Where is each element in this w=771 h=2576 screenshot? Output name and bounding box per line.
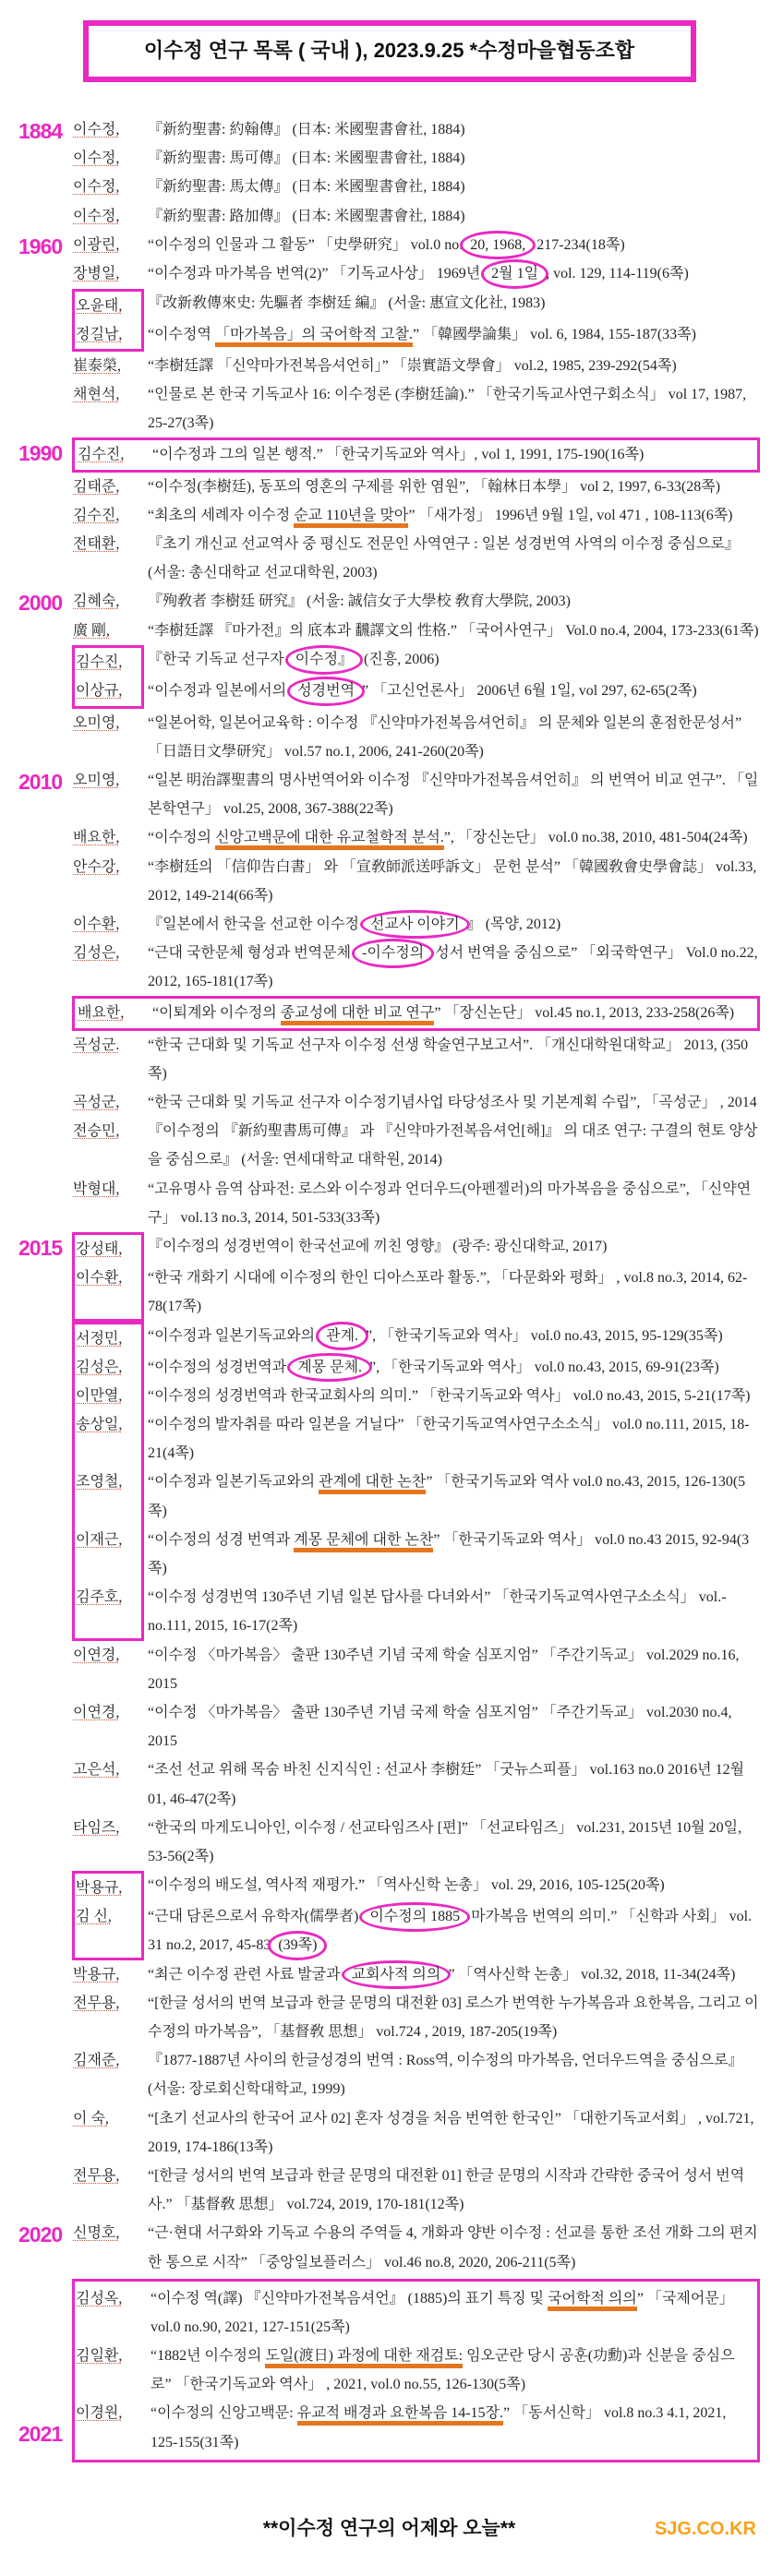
entry-author: 신명호, [73, 2225, 120, 2242]
bibliography-entry [18, 709, 760, 766]
year-spacer [18, 1322, 72, 1353]
magenta-circle-highlight: (39쪽) [268, 1931, 327, 1960]
entry-author: 타임즈, [73, 1819, 120, 1836]
entry-author: 김수진, [73, 507, 120, 523]
year-spacer [18, 1410, 72, 1468]
year-spacer [18, 1264, 72, 1321]
page [18, 20, 760, 2548]
entry-author: 이 숙, [73, 2110, 109, 2127]
entry-author: 이상규, [72, 677, 144, 708]
entry-text: “1882년 이수정의 도일(渡日) 과정에 대한 재검토: 임오군란 당시 공훈(功勳)과 신분을 중심으로” 「한국기독교와 역사」 , 2021, vol.0 no.55, 126-130(5쪽) [151, 2348, 735, 2393]
bibliography-entry [18, 1641, 760, 1698]
entry-text: “최초의 세례자 이수정 순교 110년을 맞아” 「새가정」 1996년 9월 1일, vol 471 , 108-113(6쪽) [144, 501, 760, 530]
entry-author: 이재근, [72, 1526, 144, 1583]
entry-author: 채현석, [73, 387, 120, 403]
entry-text: “[한글 성서의 번역 보급과 한글 문명의 대전환 03] 로스가 번역한 누가복음과 요한복음, 그리고 이수정의 마가복음”, 「基督敎 思想」 vol.724 , 2019, 187-205(19쪽) [148, 1995, 759, 2040]
document-title-text: 이수정 연구 목록 ( 국내 ), 2023.9.25 *수정마을협동조합 [143, 39, 635, 62]
year-spacer [18, 1526, 72, 1583]
year-spacer [18, 380, 72, 437]
entry-author: 이경원, [76, 2405, 123, 2422]
bibliography-entry [75, 2399, 753, 2456]
bibliography-entry [18, 1814, 760, 1871]
bibliography-entry [75, 2342, 753, 2399]
year-spacer [18, 1814, 72, 1871]
magenta-circle-highlight: 20, 1968, [460, 231, 536, 260]
entry-author: 이연경, [73, 1647, 120, 1663]
bibliography-entry [18, 645, 760, 677]
year-spacer [18, 645, 72, 677]
entry-text: “李樹廷譯 「신약마가전복음셔언히」” 「崇實語文學會」 vol.2, 1985, 239-292(54쪽) [148, 357, 677, 374]
bibliography-entry [18, 1902, 760, 1959]
year-spacer [18, 173, 72, 201]
entry-author: 오미영, [73, 714, 120, 731]
bibliography-entry [18, 352, 760, 380]
magenta-circle-highlight: 계몽 문체. [287, 1353, 372, 1383]
entry-author: 廣 剛, [73, 623, 111, 639]
document-title [83, 20, 696, 82]
entry-text: 『한국 기독교 선구자 이수정』 (진흥, 2006) [144, 645, 760, 677]
entry-author: 박용규, [73, 1966, 120, 1983]
bibliography-entry [18, 823, 760, 852]
magenta-circle-highlight: 선교사 이야기 [360, 910, 470, 940]
year-spacer [18, 473, 72, 501]
entry-author: 안수강, [73, 858, 120, 875]
entry-text: “인물로 본 한국 기독교사 16: 이수정론 (李樹廷論).” 「한국기독교사연구회소식」 vol 17, 1987, 25-27(3쪽) [148, 387, 747, 432]
year-label: 2015 [18, 1235, 63, 1260]
entry-text: “이수정 성경번역 130주년 기념 일본 답사를 다녀와서” 「한국기독교역사연구소소식」 vol.- no.111, 2015, 16-17(2쪽) [148, 1589, 727, 1635]
entry-author: 장병일, [73, 266, 120, 282]
bibliography-entry [18, 617, 760, 645]
bibliography-entry [18, 144, 760, 173]
year-spacer [18, 1031, 72, 1088]
bibliography-entry [18, 1410, 760, 1468]
bibliography-entry [18, 380, 760, 437]
entry-author: 이수환, [72, 1264, 144, 1321]
bibliography-entry [18, 1583, 760, 1640]
entry-text: “한국의 마게도니아인, 이수정 / 선교타임즈사 [편]” 「선교타임즈」 vol.231, 2015년 10월 20일, 53-56(2쪽) [148, 1819, 742, 1864]
year-spacer [18, 1641, 72, 1698]
bibliography-entry [18, 1117, 760, 1174]
entry-author: 박형대, [73, 1180, 120, 1197]
entry-author: 이수정, [73, 150, 120, 167]
year-spacer [18, 1698, 72, 1755]
entry-author: 김수진, [78, 447, 125, 463]
entry-text: “한국 근대화 및 기독교 선구자 이수정기념사업 타당성조사 및 기본계획 수립”, 「곡성군」 , 2014 [148, 1095, 757, 1110]
bibliography-entry [18, 1264, 760, 1321]
bibliography-entry [18, 501, 760, 530]
bibliography-entry [18, 115, 760, 145]
year-spacer [18, 1960, 72, 1989]
bibliography-entry [18, 766, 760, 823]
bibliography-entry [18, 939, 760, 996]
bibliography-entry [18, 587, 760, 617]
entry-list [18, 115, 760, 2462]
entry-author: 전무용, [73, 1995, 120, 2011]
entry-text: 『新約聖書: 馬太傳』 (日本: 米國聖書會社, 1884) [148, 179, 465, 196]
entry-text: “이수정역 「마가복음」의 국어학적 고찰.” 「韓國學論集」 vol. 6, 1984, 155-187(33쪽) [144, 320, 760, 352]
bibliography-entry [18, 1353, 760, 1382]
bibliography-entry [18, 1088, 760, 1117]
entry-text: 『新約聖書: 約翰傳』 (日本: 米國聖書會社, 1884) [148, 121, 465, 138]
orange-underline-highlight: 관계에 대한 논찬 [319, 1474, 426, 1494]
entry-text: “이수정의 신앙고백문: 유교적 배경과 요한복음 14-15장.” 「동서신학」 vol.8 no.3 4.1, 2021, 125-155(31쪽) [151, 2405, 727, 2450]
bibliography-entry [18, 1175, 760, 1232]
entry-author: 김수진, [72, 645, 144, 677]
year-spacer [18, 823, 72, 852]
bibliography-entry [18, 1382, 760, 1410]
year-label: 2021 [18, 2422, 63, 2447]
entry-text: “이수정의 발자취를 따라 일본을 거닐다” 「한국기독교역사연구소소식」 vol.0 no.111, 2015, 18-21(4쪽) [148, 1417, 750, 1462]
entry-text: “李樹廷譯 『마가전』의 底本과 飜譯文의 性格.” 「국어사연구」 Vol.0 no.4, 2004, 173-233(61쪽) [148, 623, 759, 639]
bibliography-entry [18, 1755, 760, 1813]
year-label: 1960 [18, 234, 63, 258]
bibliography-entry [18, 1960, 760, 1989]
year-spacer [18, 1468, 72, 1525]
site-link[interactable]: SJG.CO.KR [654, 2518, 756, 2539]
entry-text: “근대 담론으로서 유학자(儒學者) 이수정의 1885 마가복음 번역의 의미.” 「신학과 사회」 vol. 31 no.2, 2017, 45-83 (39쪽) [144, 1902, 760, 1959]
bibliography-entry [18, 2162, 760, 2219]
bibliography-entry [18, 289, 760, 320]
year-spacer [18, 939, 72, 996]
entry-text: 『일본에서 한국을 선교한 이수정 선교사 이야기 』 (목양, 2012) [144, 910, 760, 939]
entry-text: “근대 국한문체 형성과 번역문체 -이수정의 성서 번역을 중심으로” 「외국학연구」 Vol.0 no.22, 2012, 165-181(17쪽) [144, 939, 760, 996]
year-spacer [18, 501, 72, 530]
year-spacer [18, 289, 72, 320]
entry-author: 박용규, [72, 1871, 144, 1902]
year-spacer [18, 1088, 72, 1117]
bibliography-entry [75, 2284, 753, 2342]
entry-text: “최근 이수정 관련 사료 발굴과 교회사적 의의 ” 「역사신학 논총」 vol.32, 2018, 11-34(24쪽) [144, 1960, 760, 1989]
entry-author: 곡성군, [73, 1095, 120, 1110]
entry-text: “조선 선교 위해 목숨 바친 신지식인 : 선교사 李樹廷” 「굿뉴스피플」 vol.163 no.0 2016년 12월 01, 46-47(2쪽) [148, 1762, 745, 1807]
entry-text: “이수정 역(譯) 『신약마가전복음셔언』 (1885)의 표기 특징 및 국어학적 의의” 「국제어문」 vol.0 no.90, 2021, 127-151(25쪽) [151, 2290, 734, 2335]
entry-author: 배요한, [78, 1005, 125, 1022]
entry-text: 『이수정의 성경번역이 한국선교에 끼친 영향』 (광주: 광신대학교, 2017) [148, 1238, 608, 1254]
entry-author: 전무용, [73, 2167, 120, 2184]
bibliography-entry [18, 1526, 760, 1583]
year-spacer [18, 1902, 72, 1959]
bibliography-entry [18, 202, 760, 231]
entry-author: 강성태, [72, 1232, 144, 1264]
year-label: 1990 [18, 441, 63, 466]
entry-author: 곡성군. [73, 1036, 120, 1053]
bibliography-entry [18, 320, 760, 352]
magenta-circle-highlight: 관계. [316, 1322, 368, 1351]
entry-author: 김혜숙, [73, 593, 120, 610]
year-spacer [18, 910, 72, 939]
entry-text: “이수정 〈마가복음〉 출판 130주년 기념 국제 학술 심포지엄” 「주간기독교」 vol.2030 no.4, 2015 [148, 1704, 732, 1750]
entry-text: “[한글 성서의 번역 보급과 한글 문명의 대전환 01] 한글 문명의 시작과 간략한 중국어 성서 번역사.” 「基督敎 思想」 vol.724, 2019, 170-181(12쪽) [148, 2167, 745, 2213]
entry-text: 『殉敎者 李樹廷 研究』 (서울: 誠信女子大學校 敎育大學院, 2003) [148, 593, 572, 610]
entry-text: “이수정(李樹廷), 동포의 영혼의 구제를 위한 염원”, 「翰林日本學」 vol 2, 1997, 6-33(28쪽) [148, 478, 721, 495]
bibliography-entry [18, 1698, 760, 1755]
entry-text: “근·현대 서구화와 기독교 수용의 주역들 4, 개화과 양반 이수정 : 선교를 통한 조선 개화 그의 편지 한 통으로 시작” 「중앙일보플러스」 vol.46 no.8, 2020, 206-211(5쪽) [148, 2225, 758, 2270]
entry-author: 전태환, [73, 536, 120, 553]
entry-author: 이수환, [73, 916, 120, 932]
bibliography-entry [18, 2046, 760, 2103]
highlight-group-box [18, 2279, 760, 2462]
year-spacer [18, 202, 72, 231]
magenta-circle-highlight: 2월 1일 [481, 259, 548, 289]
footer-caption: **이수정 연구의 어제와 오늘** [262, 2517, 516, 2539]
magenta-circle-highlight: 이수정』 [285, 645, 363, 675]
entry-author: 이수정, [73, 208, 120, 224]
entry-text: “이수정의 신앙고백문에 대한 유교철학적 분석.”, 「장신논단」 vol.0 no.38, 2010, 481-504(24쪽) [144, 823, 760, 852]
bibliography-entry [18, 259, 760, 288]
magenta-circle-highlight: 교회사적 의의 [342, 1960, 452, 1990]
orange-underline-highlight: 종교성에 대한 비교 연구 [281, 1005, 435, 1025]
entry-text: “고유명사 음역 삼파전: 로스와 이수정과 언더우드(아펜젤러)의 마가복음을 중심으로”, 「신약연구」 vol.13 no.3, 2014, 501-533(33쪽) [148, 1180, 752, 1226]
entry-author: 송상일, [72, 1410, 144, 1468]
entry-author: 김태준, [73, 478, 120, 495]
entry-author: 김성옥, [76, 2290, 123, 2306]
entry-author: 이만열, [72, 1382, 144, 1410]
bibliography-entry [18, 996, 760, 1030]
year-spacer [18, 996, 72, 1030]
entry-author: 정길남, [72, 320, 144, 352]
year-spacer [18, 2046, 72, 2103]
year-spacer [18, 617, 72, 645]
year-spacer [18, 1871, 72, 1902]
entry-text: “이수정의 성경 번역과 계몽 문체에 대한 논찬” 「한국기독교와 역사」 vol.0 no.43 2015, 92-94(3쪽) [148, 1531, 750, 1576]
entry-author: 이수정, [73, 179, 120, 196]
bibliography-entry [18, 910, 760, 939]
entry-text: 『新約聖書: 路加傳』 (日本: 米國聖書會社, 1884) [148, 208, 465, 224]
entry-author: 오윤태, [72, 289, 144, 320]
orange-underline-highlight: 계몽 문체에 대한 논찬 [294, 1532, 433, 1552]
orange-underline-highlight: 「마가복음」의 국어학적 고찰. [215, 327, 413, 347]
entry-author: 崔泰榮, [73, 357, 122, 374]
entry-author: 김성은, [73, 945, 120, 962]
bibliography-entry [18, 1468, 760, 1525]
entry-text: “이수정과 일본기독교와의 관계. ”, 「한국기독교와 역사」 vol.0 no.43, 2015, 95-129(35쪽) [144, 1322, 760, 1353]
entry-text: 『1877-1887년 사이의 한글성경의 번역 : Ross역, 이수정의 마가복음, 언더우드역을 중심으로』 (서울: 장로회신학대학교, 1999) [148, 2053, 743, 2098]
orange-underline-highlight: 국어학적 의의 [548, 2291, 637, 2311]
entry-author: 조영철, [72, 1468, 144, 1525]
year-spacer [18, 1382, 72, 1410]
orange-underline-highlight: 순교 110년을 맞아 [294, 508, 408, 528]
entry-text: “한국 근대화 및 기독교 선구자 이수정 선생 학술연구보고서”. 「개신대학원대학교」 2013, (350쪽) [148, 1036, 749, 1082]
entry-text: 『이수정의 『新約聖書馬可傳』 과 『신약마가전복음셔언[해]』 의 대조 연구: 구결의 현토 양상을 중심으로』 (서울: 연세대학교 대학원, 2014) [148, 1123, 758, 1168]
magenta-circle-highlight: 성경번역 [287, 677, 365, 706]
entry-author: 김 신, [72, 1902, 144, 1959]
entry-text: “이수정의 성경번역과 계몽 문체. ”, 「한국기독교와 역사」 vol.0 no.43, 2015, 69-91(23쪽) [144, 1353, 760, 1382]
entry-author: 김성은, [72, 1353, 144, 1382]
entry-text: “한국 개화기 시대에 이수정의 한인 디아스포라 활동.”, 「다문화와 평화」 , vol.8 no.3, 2014, 62-78(17쪽) [148, 1270, 748, 1315]
entry-text: “이수정과 일본기독교와의 관계에 대한 논찬” 「한국기독교와 역사 vol.0 no.43, 2015, 126-130(5쪽) [148, 1474, 746, 1519]
entry-text: “이수정의 인물과 그 활동” 「史學研究」 vol.0 no. 20, 1968, 217-234(18쪽) [144, 231, 760, 260]
year-spacer [18, 2162, 72, 2219]
footer [18, 2510, 760, 2548]
entry-author: 고은석, [73, 1762, 120, 1779]
entry-author: 오미영, [73, 772, 120, 788]
entry-text: “[초기 선교사의 한국어 교사 02] 혼자 성경을 처음 번역한 한국인” 「대한기독교서회」 , vol.721, 2019, 174-186(13쪽) [148, 2110, 754, 2155]
entry-text: “이수정과 그의 일본 행적.” 「한국기독교와 역사」, vol 1, 1991, 175-190(16쪽) [152, 447, 645, 463]
bibliography-entry [18, 437, 760, 472]
magenta-circle-highlight: -이수정의 [352, 939, 434, 968]
entry-text: “일본어학, 일본어교육학 : 이수정 『신약마가전복음셔언히』 의 문체와 일본의 훈점한문성서” 「日語日文學研究」 vol.57 no.1, 2006, 241-260(20쪽) [148, 714, 742, 760]
entry-text: “李樹廷의 「信仰告白書」 와 「宣敎師派送呼訴文」 문헌 분석” 「韓國敎會史學會誌」 vol.33, 2012, 149-214(66쪽) [148, 858, 757, 904]
year-label: 2020 [18, 2223, 63, 2247]
year-label: 2000 [18, 591, 63, 616]
entry-text: 『新約聖書: 馬可傳』 (日本: 米國聖書會社, 1884) [148, 150, 465, 167]
bibliography-entry [18, 677, 760, 708]
entry-text: “이수정의 성경번역과 한국교회사의 의미.” 「한국기독교와 역사」 vol.0 no.43, 2015, 5-21(17쪽) [148, 1387, 751, 1404]
orange-underline-highlight: 유교적 배경과 요한복음 14-15장. [297, 2405, 503, 2426]
year-spacer [18, 2104, 72, 2162]
year-spacer [18, 530, 72, 587]
bibliography-entry [18, 1871, 760, 1902]
year-spacer [18, 144, 72, 173]
entry-text: “이수정 〈마가복음〉 출판 130주년 기념 국제 학술 심포지엄” 「주간기독교」 vol.2029 no.16, 2015 [148, 1647, 740, 1692]
entry-author: 이광린, [73, 236, 120, 253]
orange-underline-highlight: 신앙고백문에 대한 유교철학적 분석. [215, 830, 444, 850]
bibliography-entry [18, 530, 760, 587]
entry-text: 『改新敎傳來史: 先驅者 李樹廷 編』 (서울: 惠宣文化社, 1983) [148, 294, 546, 311]
bibliography-entry [18, 2104, 760, 2162]
entry-text: “이퇴계와 이수정의 종교성에 대한 비교 연구” 「장신논단」 vol.45 no.1, 2013, 233-258(26쪽) [149, 999, 755, 1027]
bibliography-entry [18, 1232, 760, 1264]
bibliography-entry [18, 853, 760, 910]
entry-author: 서정민, [72, 1322, 144, 1353]
magenta-circle-highlight: 이수정의 1885 [359, 1902, 470, 1932]
entry-text: “이수정의 배도설, 역사적 재평가.” 「역사신학 논총」 vol. 29, 2016, 105-125(20쪽) [148, 1877, 665, 1894]
year-spacer [18, 1989, 72, 2046]
bibliography-entry [18, 173, 760, 201]
year-spacer [18, 259, 72, 288]
year-spacer [18, 709, 72, 766]
year-spacer [18, 1117, 72, 1174]
year-spacer [18, 320, 72, 352]
entry-author: 김일환, [76, 2348, 123, 2365]
entry-author: 배요한, [73, 830, 120, 846]
entry-author: 이수정, [73, 121, 120, 138]
entry-author: 이연경, [73, 1704, 120, 1720]
entry-text: “이수정과 마가복음 번역(2)” 「기독교사상」 1969년 2월 1일 , vol. 129, 114-119(6쪽) [144, 259, 760, 288]
entry-author: 김재준, [73, 2053, 120, 2069]
year-label: 1884 [18, 118, 63, 143]
year-spacer [18, 1755, 72, 1813]
bibliography-entry [18, 1322, 760, 1353]
entry-text: “일본 明治譯聖書의 명사번역어와 이수정 『신약마가전복음셔언히』 의 번역어 비교 연구”. 「일본학연구」 vol.25, 2008, 367-388(22쪽) [148, 772, 759, 818]
year-spacer [18, 677, 72, 708]
year-label: 2010 [18, 769, 63, 794]
year-spacer [18, 352, 72, 380]
entry-text: 『초기 개신교 선교역사 중 평신도 전문인 사역연구 : 일본 성경번역 사역의 이수정 중심으로』 (서울: 총신대학교 선교대학원, 2003) [148, 536, 740, 581]
entry-text: “이수정과 일본에서의 성경번역 ” 「고신언론사」 2006년 6월 1일, vol 297, 62-65(2쪽) [144, 677, 760, 708]
bibliography-entry [18, 231, 760, 260]
orange-underline-highlight: 도일(渡日) 과정에 대한 재검토: [265, 2348, 463, 2368]
year-spacer [18, 1175, 72, 1232]
year-spacer [18, 1583, 72, 1640]
bibliography-entry [18, 1989, 760, 2046]
bibliography-entry [18, 2219, 760, 2276]
entry-author: 김주호, [72, 1583, 144, 1640]
bibliography-entry [18, 473, 760, 501]
entry-author: 전승민, [73, 1123, 120, 1140]
year-spacer [18, 1353, 72, 1382]
year-spacer [18, 853, 72, 910]
bibliography-entry [18, 1031, 760, 1088]
